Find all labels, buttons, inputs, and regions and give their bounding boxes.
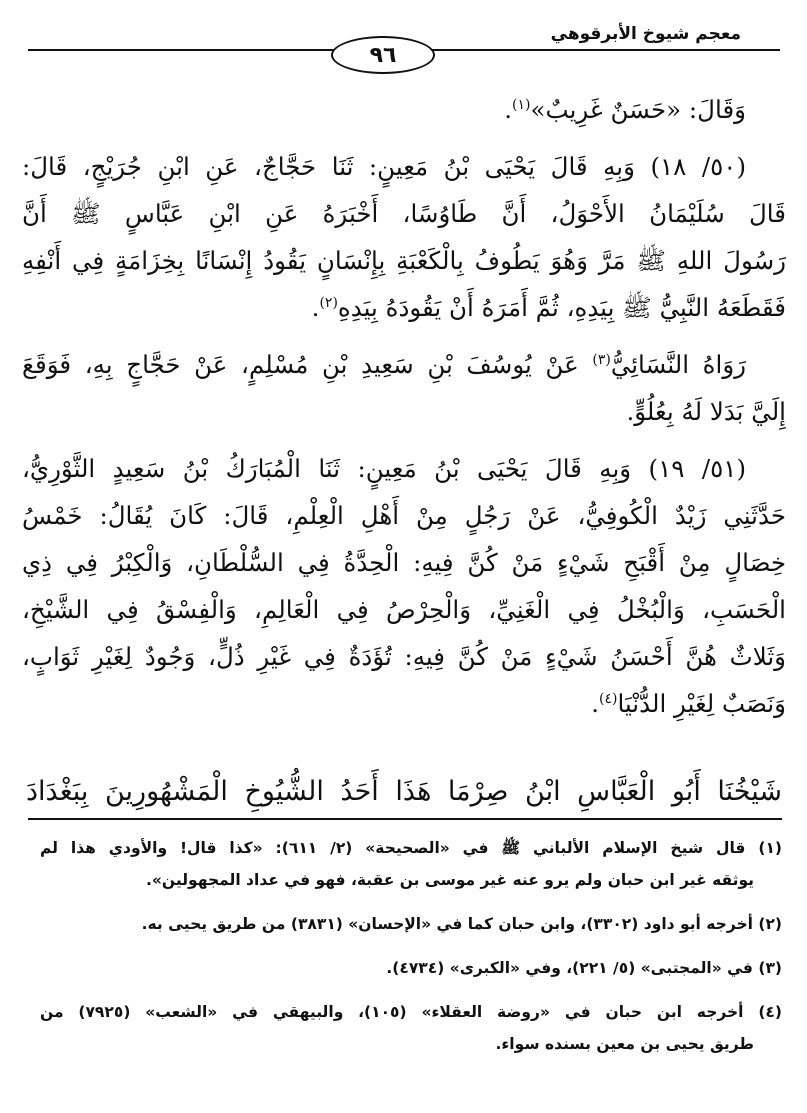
footnotes bbox=[40, 832, 782, 1072]
footnote-3-line-1: (٣) في «المجتبى» (٥/ ٢٢١)، وفي «الكبرى» (٤٧٣٤). bbox=[386, 959, 782, 977]
footnote-ref-2[interactable]: (٢) bbox=[319, 295, 338, 311]
footnote-2-line-1: (٢) أخرجه أبو داود (٣٣٠٢)، وابن حبان كما في «الإحسان» (٣٨٣١) من طريق يحيى به. bbox=[141, 915, 782, 933]
hadith-51 bbox=[22, 445, 786, 727]
footnote-2 bbox=[40, 908, 782, 940]
footnote-1-line-2: يوثقه غير ابن حبان ولم يرو عنه غير موسى بن عقبة، فهو في عداد المجهولين». bbox=[146, 871, 754, 889]
hadith-51-line-5: وَثَلاثٌ هُنَّ أَحْسَنُ شَيْءٍ مَنْ كُنَّ فِيهِ: تُؤَدَةٌ فِي غَيْرِ ذُلٍّ، وَجُودٌ لِغَيْرِ ثَوَابٍ، bbox=[22, 642, 786, 671]
takhrij-line-1: رَوَاهُ النَّسَائِيُّ$^{(٣)}$ عَنْ يُوسُفَ بْنِ سَعِيدِ بْنِ مُسْلِمٍ، عَنْ حَجَّاجٍ بِهِ، فَوَقَعَ bbox=[22, 350, 746, 379]
hadith-51-line-6: وَنَصَبٌ لِغَيْرِ الدُّنْيَا$^{(٤)}$. bbox=[591, 689, 786, 718]
footnote-ref-3[interactable]: (٣) bbox=[592, 352, 611, 368]
footnote-ref-1[interactable]: (١) bbox=[512, 97, 531, 113]
page-number bbox=[331, 36, 435, 74]
hadith-51-line-4: الْحَسَبِ، وَالْبُخْلُ فِي الْغَنِيِّ، وَالْحِرْصُ فِي الْعَالِمِ، وَالْفِسْقُ فِي الشَّيْخِ، bbox=[22, 595, 786, 624]
main-text bbox=[22, 86, 786, 727]
section-heading: شَيْخُنَا أَبُو الْعَبَّاسِ ابْنُ صِرْمَا هَذَا أَحَدُ الشُّيُوخِ الْمَشْهُورِينَ بِبَغْدَادَ bbox=[26, 776, 782, 807]
hadith-50 bbox=[22, 143, 786, 331]
footnote-4 bbox=[40, 996, 782, 1060]
footnote-separator bbox=[28, 818, 782, 820]
hadith-50-line-4: فَقَطَعَهُ النَّبِيُّ ﷺ بِيَدِهِ، ثُمَّ أَمَرَهُ أَنْ يَقُودَهُ بِيَدِهِ$^{(٢)}$. bbox=[311, 293, 786, 322]
footnote-3 bbox=[40, 952, 782, 984]
hadith-51-line-2: حَدَّثَنِي زَيْدٌ الْكُوفِيُّ، عَنْ رَجُلٍ مِنْ أَهْلِ الْعِلْمِ، قَالَ: كَانَ يُقَالُ: خَمْسُ bbox=[22, 501, 786, 530]
hadith-51-line-3: خِصَالٍ مِنْ أَقْبَحِ شَيْءٍ مَنْ كُنَّ فِيهِ: الْحِدَّةُ فِي السُّلْطَانِ، وَالْكِبْرُ فِي ذِي bbox=[22, 548, 786, 577]
takhrij-line-2: إِلَيَّ بَدَلا لَهُ بِعُلُوٍّ. bbox=[626, 397, 786, 426]
footnote-1 bbox=[40, 832, 782, 896]
hadith-51-line-1: (٥١/ ١٩) وَبِهِ قَالَ يَحْيَى بْنُ مَعِينٍ: ثَنَا الْمُبَارَكُ بْنُ سَعِيدٍ الثَّوْرِيُّ، bbox=[22, 454, 746, 483]
footnote-ref-4[interactable]: (٤) bbox=[598, 691, 618, 707]
hadith-50-line-2: قَالَ سُلَيْمَانُ الأَحْوَلُ، أَنَّ طَاوُسًا، أَخْبَرَهُ عَنِ ابْنِ عَبَّاسٍ ﷺ أَنَّ bbox=[22, 199, 786, 228]
hadith-50-line-1: (٥٠/ ١٨) وَبِهِ قَالَ يَحْيَى بْنُ مَعِينٍ: ثَنَا حَجَّاجٌ، عَنِ ابْنِ جُرَيْجٍ، قَالَ: bbox=[22, 152, 746, 181]
footnote-4-line-1: (٤) أخرجه ابن حبان في «روضة العقلاء» (١٠٥)، والبيهقي في «الشعب» (٧٩٢٥) من bbox=[40, 1003, 782, 1021]
hadith-50-line-3: رَسُولَ اللهِ ﷺ مَرَّ وَهُوَ يَطُوفُ بِالْكَعْبَةِ بِإِنْسَانٍ يَقُودُ إِنْسَانًا بِخِزَامَةٍ فِي أَنْفِهِ bbox=[22, 246, 786, 275]
running-title: معجم شيوخ الأبرقوهي bbox=[550, 24, 741, 44]
takhrij-paragraph bbox=[22, 341, 786, 435]
footnote-4-line-2: طريق يحيى بن معين بسنده سواء. bbox=[495, 1035, 754, 1053]
paragraph-1-line-1: وَقَالَ: «حَسَنٌ غَرِيبٌ»$^{(١)}$. bbox=[504, 95, 746, 124]
page-number-text: ٩٦ bbox=[369, 42, 397, 68]
footnote-1-line-1: (١) قال شيخ الإسلام الألباني ﷺ في «الصحيحة» (٢/ ٦١١): «كذا قال! والأودي هذا لم bbox=[40, 839, 783, 857]
